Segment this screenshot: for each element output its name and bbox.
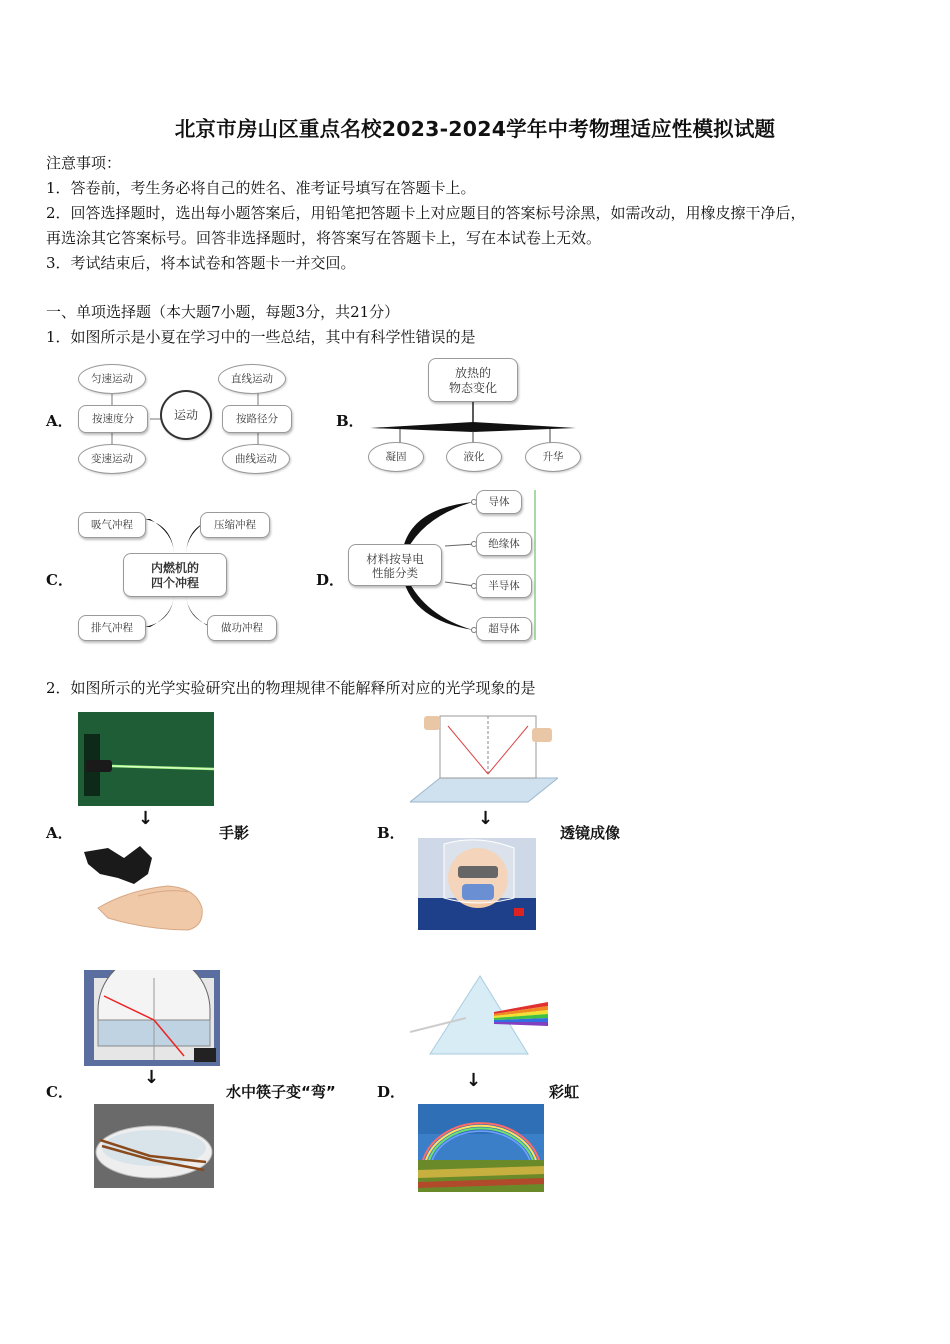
chopsticks-in-bowl-image: [94, 1104, 214, 1188]
node-material-classification: 材料按导电 性能分类: [348, 544, 442, 586]
node-sublimation: 升华: [525, 442, 581, 472]
q2-option-d-label: D．: [377, 1083, 406, 1101]
notice-item-2: 2．回答选择题时，选出每小题答案后，用铅笔把答题卡上对应题目的答案标号涂黑，如需改动，用橡皮擦干净后，: [46, 204, 806, 222]
node-semiconductor: 半导体: [476, 574, 532, 598]
hand-shadow-image: [78, 838, 206, 932]
q1-option-d-label: D．: [316, 571, 345, 589]
arrow-down-icon: ↓: [478, 808, 494, 829]
question-2-stem: 2．如图所示的光学实验研究出的物理规律不能解释所对应的光学现象的是: [46, 679, 536, 697]
q1-option-a-label: A．: [46, 412, 73, 430]
node-by-speed: 按速度分: [78, 405, 148, 433]
q2-option-b-caption: 透镜成像: [560, 824, 621, 842]
node-engine-strokes: 内燃机的 四个冲程: [123, 553, 227, 597]
node-curved-motion: 曲线运动: [222, 444, 290, 474]
notice-heading: 注意事项：: [46, 154, 122, 172]
prism-dispersion-image: [410, 972, 548, 1058]
laser-experiment-image: [78, 712, 214, 806]
node-intake-stroke: 吸气冲程: [78, 512, 146, 538]
node-uniform-motion: 匀速运动: [78, 364, 146, 394]
node-compression-stroke: 压缩冲程: [200, 512, 270, 538]
node-by-path: 按路径分: [222, 405, 292, 433]
node-linear-motion: 直线运动: [218, 364, 286, 394]
q2-option-a-label: A．: [46, 824, 73, 842]
node-exothermic-change: 放热的 物态变化: [428, 358, 518, 402]
face-shield-image: [418, 838, 536, 930]
notice-item-3: 3．考试结束后，将本试卷和答题卡一并交回。: [46, 254, 356, 272]
q2-option-c-label: C．: [46, 1083, 73, 1101]
diagram-b-connectors: [360, 400, 590, 445]
q2-option-d-caption: 彩虹: [549, 1083, 580, 1101]
arrow-down-icon: ↓: [144, 1067, 160, 1088]
notice-item-2-cont: 再选涂其它答案标号。回答非选择题时，将答案写在答题卡上，写在本试卷上无效。: [46, 229, 602, 247]
node-superconductor: 超导体: [476, 617, 532, 641]
section-heading: 一、单项选择题（本大题7小题，每题3分，共21分）: [46, 303, 400, 321]
q2-option-c-caption: 水中筷子变“弯”: [226, 1083, 336, 1101]
node-conductor: 导体: [476, 490, 522, 514]
rainbow-image: [418, 1104, 544, 1192]
node-insulator: 绝缘体: [476, 532, 532, 556]
node-liquefaction: 液化: [446, 442, 502, 472]
reflection-experiment-image: [410, 712, 558, 804]
node-motion-center: 运动: [160, 390, 212, 440]
node-power-stroke: 做功冲程: [207, 615, 277, 641]
node-exhaust-stroke: 排气冲程: [78, 615, 146, 641]
question-1-stem: 1．如图所示是小夏在学习中的一些总结，其中有科学性错误的是: [46, 328, 476, 346]
q1-option-c-label: C．: [46, 571, 73, 589]
notice-item-1: 1．答卷前，考生务必将自己的姓名、准考证号填写在答题卡上。: [46, 179, 476, 197]
arrow-down-icon: ↓: [466, 1070, 482, 1091]
q2-option-b-label: B．: [377, 824, 405, 842]
arrow-down-icon: ↓: [138, 808, 154, 829]
q2-option-a-caption: 手影: [219, 824, 250, 842]
node-solidification: 凝固: [368, 442, 424, 472]
refraction-experiment-image: [84, 970, 220, 1066]
q1-option-b-label: B．: [336, 412, 364, 430]
node-variable-motion: 变速运动: [78, 444, 146, 474]
page-title: 北京市房山区重点名校2023-2024学年中考物理适应性模拟试题: [174, 117, 776, 141]
